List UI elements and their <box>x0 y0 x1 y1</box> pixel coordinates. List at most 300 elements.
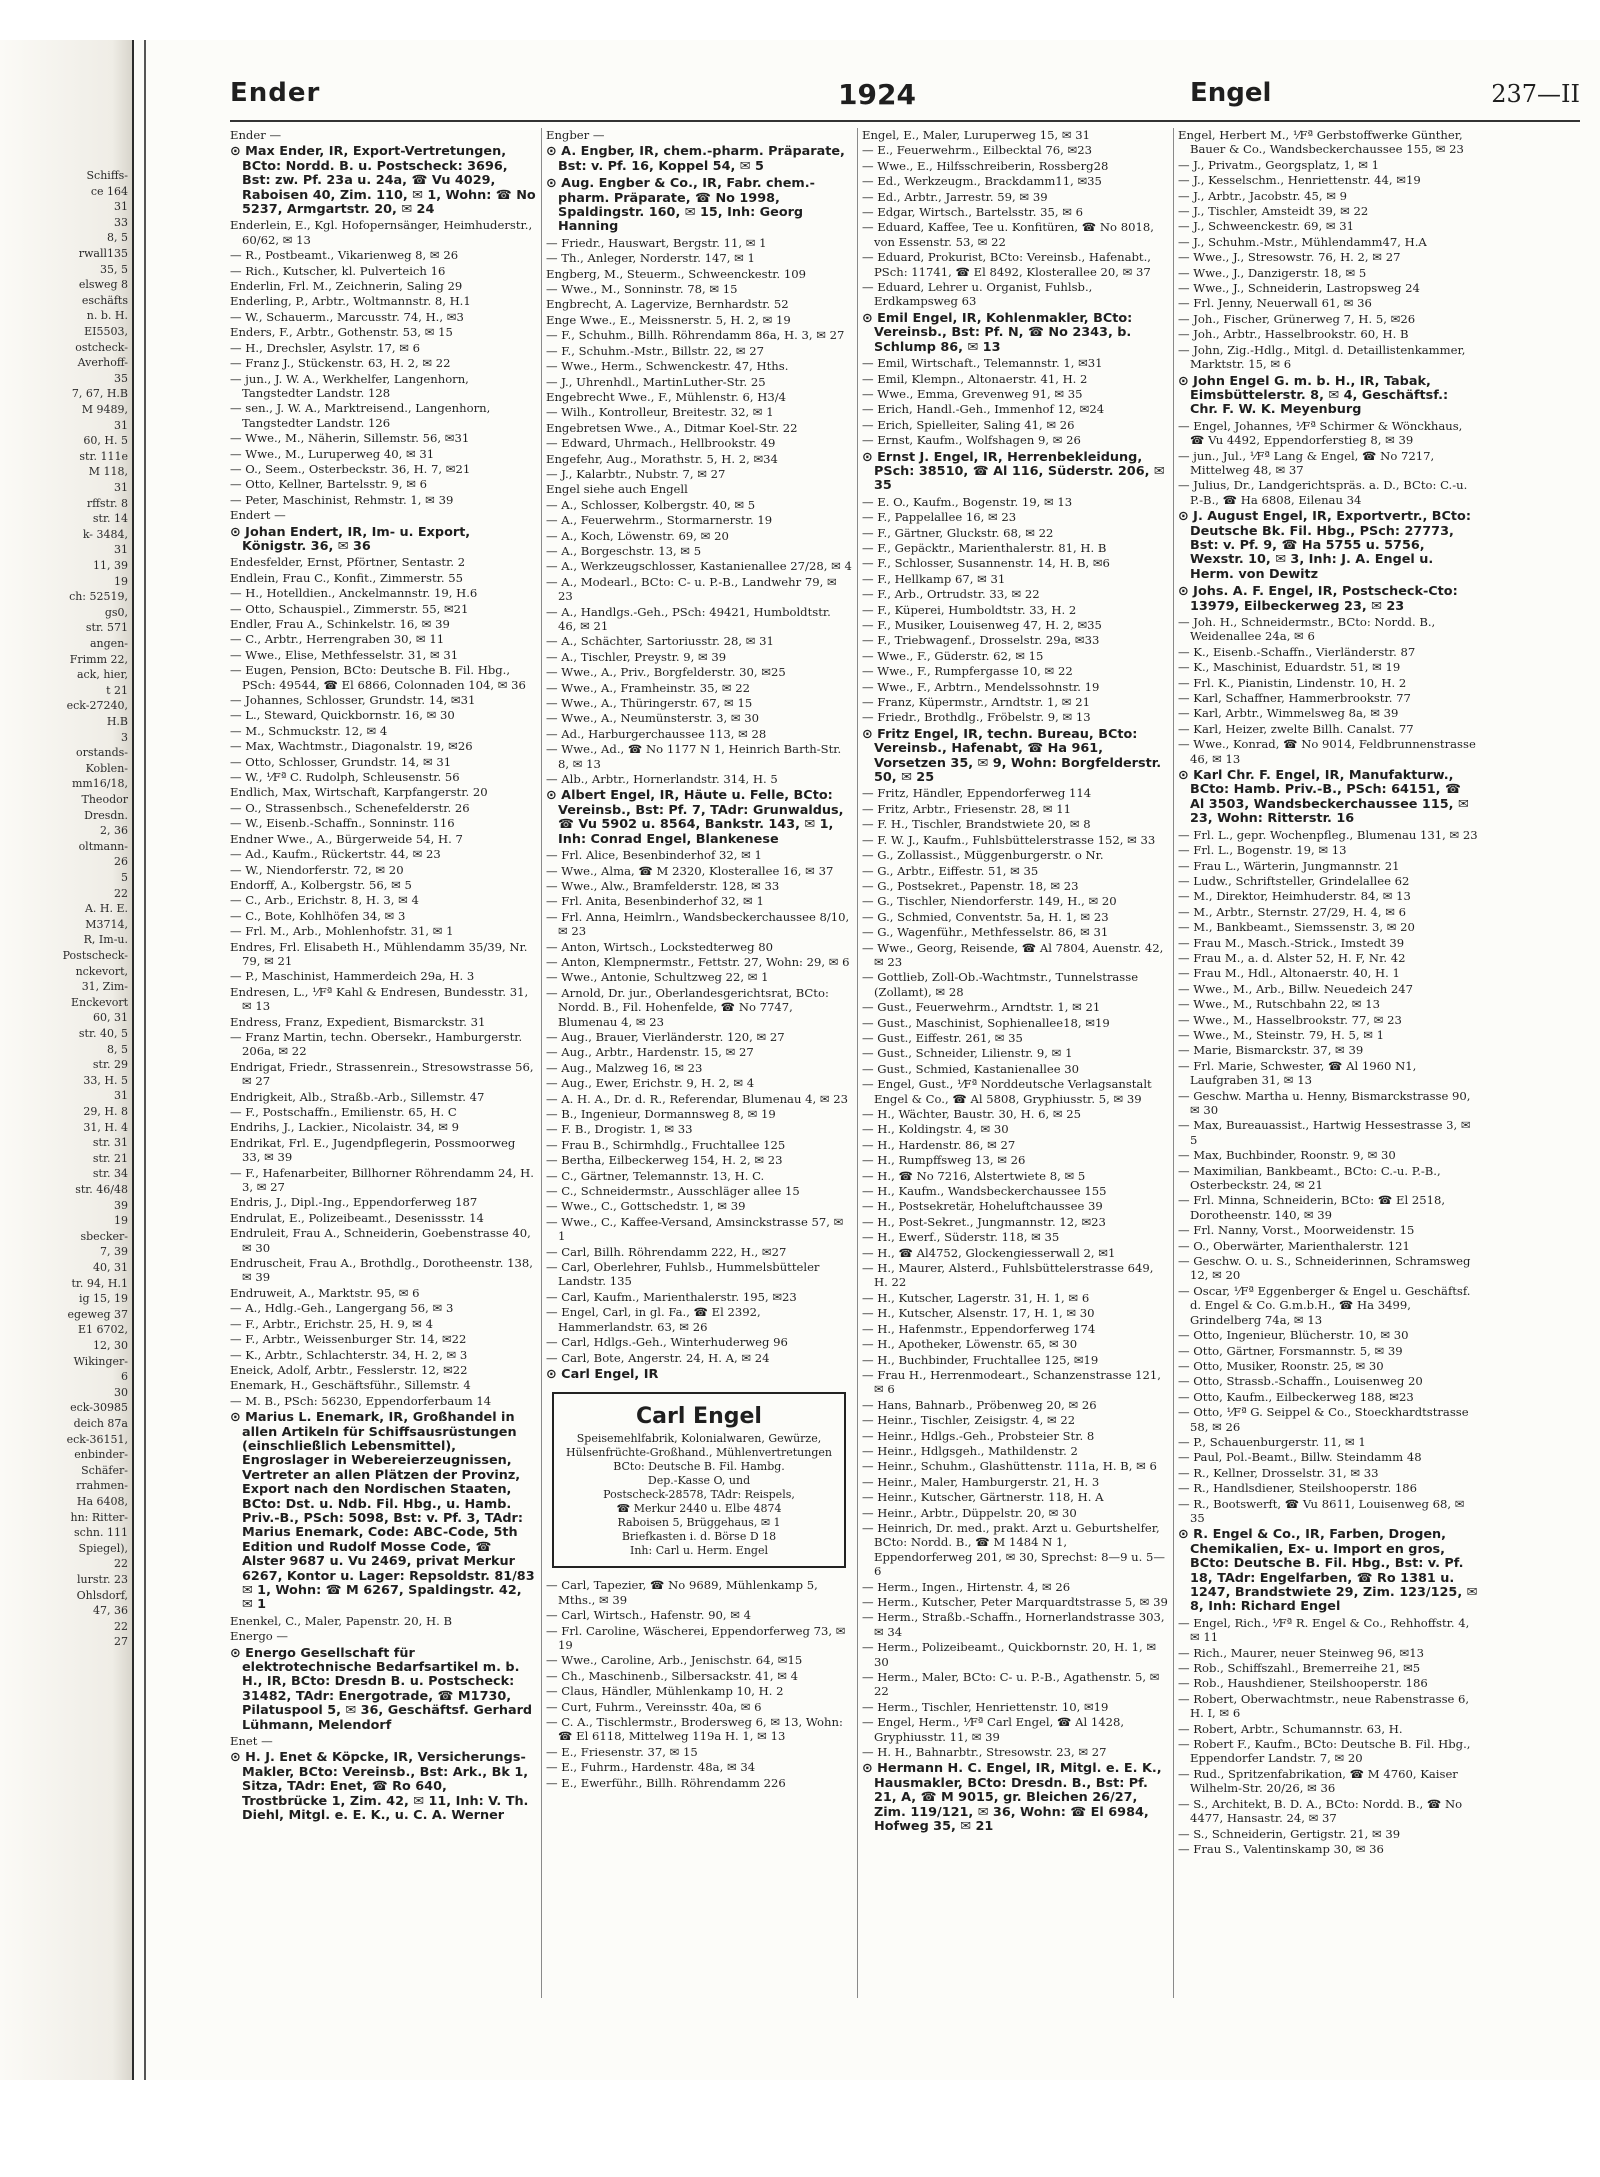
binding-fragment: Koblen- <box>85 761 128 775</box>
directory-entry: Endorff, A., Kolbergstr. 56, ✉ 5 <box>230 877 412 892</box>
advertisement-line: ☎ Merkur 2440 u. Elbe 4874 <box>616 1502 782 1516</box>
directory-entry: ⊙ Max Ender, IR, Export-Vertretungen, BCto: Nordd. B. u. Postscheck: 3696, Bst: zw. Pf. 23a u. 24a, ☎ Vu 4029, Raboisen 40, Zim. 110, ✉ 1, Wohn: ☎ No 5237, Armgartstr. 20, ✉ 24 <box>230 144 536 218</box>
binding-fragment: 29, H. 8 <box>83 1105 128 1118</box>
directory-entry: — Karl, Heizer, zwelte Billh. Canalst. 77 <box>1178 721 1414 736</box>
directory-entry: — Rud., Spritzenfabrikation, ☎ M 4760, Kaiser Wilhelm-Str. 20/26, ✉ 36 <box>1178 1766 1458 1796</box>
directory-entry: Endrulat, E., Polizeibeamt., Desenissstr. 14 <box>230 1210 484 1225</box>
directory-entry: Engebrecht Wwe., F., Mühlenstr. 6, H3/4 <box>546 389 786 404</box>
directory-entry: — Franz, Küpermstr., Arndtstr. 1, ✉ 21 <box>862 695 1090 710</box>
binding-fragment: gs0, <box>104 605 128 619</box>
directory-entry: — H. H., Bahnarbtr., Stresowstr. 23, ✉ 27 <box>862 1745 1107 1760</box>
directory-entry: — Rich., Maurer, neuer Steinweg 96, ✉13 <box>1178 1645 1425 1660</box>
column-divider <box>1173 128 1174 1998</box>
directory-entry: — A., Hdlg.-Geh., Langergang 56, ✉ 3 <box>230 1301 454 1316</box>
binding-fragment: 40, 31 <box>93 1261 128 1274</box>
directory-entry: — Heinr., Hdlgsgeh., Mathildenstr. 2 <box>862 1443 1078 1458</box>
directory-entry: — J., Uhrenhdl., MartinLuther-Str. 25 <box>546 374 766 389</box>
binding-fragment: 6 <box>121 1370 128 1384</box>
directory-entry: — Eduard, Prokurist, BCto: Vereinsb., Hafenabt., PSch: 11741, ☎ El 8492, Klosterallee 20, ✉ 37 <box>862 250 1151 279</box>
directory-entry: — Karl, Arbtr., Wimmelsweg 8a, ✉ 39 <box>1178 706 1399 721</box>
directory-entry: — Heinr., Schuhm., Glashüttenstr. 111a, H. B, ✉ 6 <box>862 1459 1157 1474</box>
directory-entry: — Geschw. Martha u. Henny, Bismarckstrasse 90, ✉ 30 <box>1178 1088 1471 1117</box>
binding-fragment: 31, H. 4 <box>83 1120 128 1134</box>
directory-entry: — Wwe., M., Hasselbrookstr. 77, ✉ 23 <box>1178 1012 1402 1027</box>
directory-entry: Engberg, M., Steuerm., Schweenckestr. 109 <box>546 266 807 281</box>
directory-entry: — Johannes, Schlosser, Grundstr. 14, ✉31 <box>230 693 476 708</box>
binding-fragment: 31 <box>114 418 128 432</box>
directory-entry: ⊙ Albert Engel, IR, Häute u. Felle, BCto: Vereinsb., Bst: Pf. 7, TAdr: Grunwaldus, ☎ Vu 5902 u. 8564, Bankstr. 143, ✉ 1, Inh: Conrad Engel, Blankenese <box>546 788 844 847</box>
directory-entry: — Ernst, Kaufm., Wolfshagen 9, ✉ 26 <box>862 433 1081 448</box>
directory-entry: — F., Arbtr., Weissenburger Str. 14, ✉22 <box>230 1332 467 1347</box>
directory-entry: — Wwe., M., Rutschbahn 22, ✉ 13 <box>1178 997 1380 1012</box>
directory-entry: — Gust., Schmied, Kastanienallee 30 <box>862 1061 1080 1076</box>
binding-fragment: str. 46/48 <box>75 1183 128 1196</box>
directory-entry: — Engel, Carl, in gl. Fa., ☎ El 2392, Hammerlandstr. 63, ✉ 26 <box>546 1305 761 1334</box>
directory-entry: — K., Eisenb.-Schaffn., Vierländerstr. 87 <box>1178 644 1416 659</box>
directory-entry: — F., Musiker, Louisenweg 47, H. 2, ✉35 <box>862 618 1102 632</box>
directory-entry: — Herm., Straßb.-Schaffn., Hornerlandstrasse 303, ✉ 34 <box>862 1610 1165 1639</box>
directory-entry: — Wwe., M., Arb., Billw. Neuedeich 247 <box>1178 981 1414 996</box>
directory-entry: — Peter, Maschinist, Rehmstr. 1, ✉ 39 <box>230 492 454 507</box>
directory-entry: Endrihs, J., Lackier., Nicolaistr. 34, ✉ 9 <box>230 1120 460 1135</box>
directory-entry: Enge Wwe., E., Meissnerstr. 5, H. 2, ✉ 19 <box>546 312 791 327</box>
directory-entry: Engel, E., Maler, Luruperweg 15, ✉ 31 <box>862 128 1090 142</box>
directory-entry: — Engel, Rich., ⅟Fª R. Engel & Co., Rehhoffstr. 4, ✉ 11 <box>1178 1615 1470 1645</box>
header-rule <box>230 120 1580 122</box>
directory-entry: Endruweit, A., Marktstr. 95, ✉ 6 <box>230 1285 420 1300</box>
directory-entry: — Gust., Schneider, Lilienstr. 9, ✉ 1 <box>862 1046 1073 1061</box>
directory-entry: Ender — <box>230 128 282 142</box>
binding-fragment: sbecker- <box>80 1229 128 1243</box>
directory-entry: ⊙ Marius L. Enemark, IR, Großhandel in allen Artikeln für Schiffsausrüstungen (einschließlich Lebensmittel), Engroslager in Webereierzeugnissen, Vertreter an allen Plätzen der Provinz, Export nach den Nordischen Staaten, BCto: Dst. u. Ndb. Fil. Hbg., u. Hamb. Priv.-B., PSch: 5098, Bst: v. Pf. 3, TAdr: Marius Enemark, Code: ABC-Code, 5th Edition und Rudolf Mosse Code, ☎ Alster 9687 u. Vu 2469, privat Merkur 6267, Kontor u. Lager: Repsoldstr. 81/83 ✉ 1, Wohn: ☎ M 6267, Spaldingstr. 42, ✉ 1 <box>230 1410 535 1613</box>
binding-fragment: R, Im-u. <box>83 933 128 947</box>
binding-fragment: 31 <box>114 481 128 494</box>
directory-entry: — E., Fuhrm., Hardenstr. 48a, ✉ 34 <box>546 1760 756 1775</box>
directory-entry: — Carl, Hdlgs.-Geh., Winterhuderweg 96 <box>546 1335 788 1350</box>
binding-fragment: 31, Zim- <box>81 980 128 994</box>
directory-entry: — Erich, Handl.-Geh., Immenhof 12, ✉24 <box>862 402 1105 417</box>
directory-entry: — A., Tischler, Preystr. 9, ✉ 39 <box>546 649 727 664</box>
binding-fragment: 26 <box>114 855 128 869</box>
directory-entry: — Heinr., Maler, Hamburgerstr. 21, H. 3 <box>862 1474 1100 1489</box>
directory-entry: — Gust., Maschinist, Sophienallee18, ✉19 <box>862 1015 1110 1030</box>
directory-entry: ⊙ H. J. Enet & Köpcke, IR, Versicherungs-Makler, BCto: Vereinsb., Bst: Ark., Bk 1, Sitza, TAdr: Enet, ☎ Ro 640, Trostbrücke 1, Zim. 42, ✉ 11, Inh: V. Th. Diehl, Mitgl. e. E. K., u. C. A. Werner <box>230 1750 529 1824</box>
directory-entry: — C., Arb., Erichstr. 8, H. 3, ✉ 4 <box>230 893 419 908</box>
directory-entry: — C., Bote, Kohlhöfen 34, ✉ 3 <box>230 908 406 923</box>
directory-entry: — J., Tischler, Amsteidt 39, ✉ 22 <box>1178 204 1369 219</box>
directory-entry: ⊙ Energo Gesellschaft für elektrotechnische Bedarfsartikel m. b. H., IR, BCto: Dresdn B. u. Postscheck: 31482, TAdr: Energotrade, ☎ M1730, Pilatuspool 5, ✉ 36, Geschäftsf. Gerhard Lühmann, Melendorf <box>230 1645 533 1733</box>
directory-entry: — J., Arbtr., Jacobstr. 45, ✉ 9 <box>1178 188 1348 203</box>
directory-entry: — Frl. Anita, Besenbinderhof 32, ✉ 1 <box>546 894 764 909</box>
directory-entry: — Frl. Anna, Heimlrn., Wandsbeckerchaussee 8/10, ✉ 23 <box>546 909 850 939</box>
directory-entry: — G., Schmied, Conventstr. 5a, H. 1, ✉ 23 <box>862 909 1109 924</box>
directory-entry: — A., Feuerwehrm., Stormarnerstr. 19 <box>546 513 773 528</box>
directory-entry: ⊙ Hermann H. C. Engel, IR, Mitgl. e. E. K., Hausmakler, BCto: Dresdn. B., Bst: Pf. 21, A, ☎ M 9015, gr. Bleichen 26/27, Zim. 119/121, ✉ 36, Wohn: ☎ El 6984, Hofweg 35, ✉ 21 <box>862 1761 1162 1835</box>
binding-fragment: Schiffs- <box>86 169 128 182</box>
directory-entry: — Frl. Jenny, Neuerwall 61, ✉ 36 <box>1178 296 1372 311</box>
binding-fragment: Schäfer- <box>81 1463 128 1477</box>
directory-entry: — Frl. Marie, Schwester, ☎ Al 1960 N1, Laufgraben 31, ✉ 13 <box>1178 1058 1417 1088</box>
directory-entry: — H., Wächter, Baustr. 30, H. 6, ✉ 25 <box>862 1107 1082 1121</box>
directory-entry: — Frau M., Hdl., Altonaerstr. 40, H. 1 <box>1178 966 1400 981</box>
binding-fragment: eck-36151, <box>66 1432 128 1446</box>
binding-fragment: 35, 5 <box>100 262 128 276</box>
directory-entry: — H., Post-Sekret., Jungmannstr. 12, ✉23 <box>862 1214 1106 1229</box>
advertisement-line: Speisemehlfabrik, Kolonialwaren, Gewürze, Hülsenfrüchte-Großhand., Mühlenvertretungen <box>566 1432 832 1460</box>
directory-entry: ⊙ Carl Engel, IR <box>546 1366 659 1382</box>
directory-entry: — Wwe., J., Danzigerstr. 18, ✉ 5 <box>1178 265 1367 280</box>
directory-entry: — Joh., Fischer, Grünerweg 7, H. 5, ✉26 <box>1178 311 1416 326</box>
binding-fragment: Averhoff- <box>77 356 128 370</box>
binding-fragment: Theodor <box>81 793 128 806</box>
directory-entry: Enderlin, Frl. M., Zeichnerin, Saling 29 <box>230 279 463 294</box>
binding-fragment: str. 571 <box>85 621 128 635</box>
binding-fragment: E1 6702, <box>77 1323 128 1337</box>
binding-fragment: ostcheck- <box>75 340 128 354</box>
binding-fragment: str. 21 <box>92 1151 128 1165</box>
binding-fragment: ack, hier, <box>76 668 128 682</box>
directory-entry: ⊙ Johs. A. F. Engel, IR, Postscheck-Cto: 13979, Eilbeckerweg 23, ✉ 23 <box>1178 584 1458 614</box>
directory-entry: Endlein, Frau C., Konfit., Zimmerstr. 55 <box>230 570 464 585</box>
directory-entry: ⊙ Ernst J. Engel, IR, Herrenbekleidung, PSch: 38510, ☎ Al 116, Süderstr. 206, ✉ 35 <box>862 449 1165 494</box>
column-3 <box>862 128 1168 1998</box>
directory-entry: — C., Schneidermstr., Ausschläger allee 15 <box>546 1184 800 1199</box>
directory-entry: ⊙ A. Engber, IR, chem.-pharm. Präparate, Bst: v. Pf. 16, Koppel 54, ✉ 5 <box>546 144 845 174</box>
binding-fragment: eck-27240, <box>66 699 128 713</box>
directory-entry: — Heinrich, Dr. med., prakt. Arzt u. Geburtshelfer, BCto: Nordd. B., ☎ M 1484 N 1, Eppendorferweg 201, ✉ 30, Sprechst: 8—9 u. 5—6 <box>862 1520 1165 1579</box>
directory-entry: — Paul, Pol.-Beamt., Billw. Steindamm 48 <box>1178 1450 1422 1465</box>
directory-entry: — F., Schlosser, Susannenstr. 14, H. B, ✉6 <box>862 556 1110 571</box>
directory-entry: — H., Hotelldien., Anckelmannstr. 19, H.6 <box>230 586 478 601</box>
directory-entry: ⊙ Aug. Engber & Co., IR, Fabr. chem.-pharm. Präparate, ☎ No 1998, Spaldingstr. 160, ✉ 15, Inh: Georg Hanning <box>546 176 815 235</box>
directory-entry: — Joh. H., Schneidermstr., BCto: Nordd. B., Weidenallee 24a, ✉ 6 <box>1178 615 1436 644</box>
directory-entry: — Heinr., Tischler, Zeisigstr. 4, ✉ 22 <box>862 1413 1076 1428</box>
directory-entry: — Wwe., A., Neumünsterstr. 3, ✉ 30 <box>546 711 760 726</box>
directory-entry: — H., Kutscher, Lagerstr. 31, H. 1, ✉ 6 <box>862 1290 1090 1305</box>
directory-entry: — H., Maurer, Alsterd., Fuhlsbüttelerstrasse 649, H. 22 <box>862 1261 1154 1290</box>
binding-fragment: 60, 31 <box>93 1011 128 1025</box>
directory-entry: — Carl, Kaufm., Marienthalerstr. 195, ✉23 <box>546 1289 797 1304</box>
directory-entry: — Anton, Klempnermstr., Fettstr. 27, Wohn: 29, ✉ 6 <box>546 954 850 969</box>
directory-entry: — F., Hellkamp 67, ✉ 31 <box>862 571 1006 586</box>
binding-fragment: 47, 36 <box>93 1604 128 1618</box>
directory-entry: — Emil, Wirtschaft., Telemannstr. 1, ✉31 <box>862 356 1103 371</box>
directory-entry: Endress, Franz, Expedient, Bismarckstr. 31 <box>230 1014 486 1029</box>
header-left-word: Ender <box>230 78 321 108</box>
directory-entry: Endresen, L., ⅟Fª Kahl & Endresen, Bundesstr. 31, ✉ 13 <box>230 984 529 1014</box>
advertisement-line: Briefkasten i. d. Börse D 18 <box>621 1530 777 1544</box>
directory-entry: Enderlein, E., Kgl. Hofopernsänger, Heimhuderstr., 60/62, ✉ 13 <box>230 218 533 247</box>
directory-entry: — W., ⅟Fª C. Rudolph, Schleusenstr. 56 <box>230 770 460 785</box>
directory-entry: — Carl, Wirtsch., Hafenstr. 90, ✉ 4 <box>546 1608 752 1623</box>
directory-entry: — Frl. Minna, Schneiderin, BCto: ☎ El 2518, Dorotheenstr. 140, ✉ 39 <box>1178 1193 1446 1222</box>
page-edge-rule <box>144 40 146 2080</box>
directory-entry: — H., ☎ No 7216, Alstertwiete 8, ✉ 5 <box>862 1168 1086 1183</box>
directory-entry: Enet — <box>230 1734 273 1749</box>
binding-fragment: lurstr. 23 <box>77 1573 128 1586</box>
advertisement-box <box>552 1392 846 1568</box>
directory-entry: — Frl. M., Arb., Mohlenhofstr. 31, ✉ 1 <box>230 924 454 939</box>
binding-fragment: Wikinger- <box>73 1354 128 1368</box>
directory-entry: — H., Ewerf., Süderstr. 118, ✉ 35 <box>862 1230 1060 1245</box>
directory-entry: — H., Rumpffsweg 13, ✉ 26 <box>862 1153 1026 1168</box>
directory-entry: — Bertha, Eilbeckerweg 154, H. 2, ✉ 23 <box>546 1153 783 1168</box>
directory-entry: — Otto, ⅟Fª G. Seippel & Co., Stoeckhardtstrasse 58, ✉ 26 <box>1178 1405 1469 1434</box>
directory-entry: — A., Handlgs.-Geh., PSch: 49421, Humboldtstr. 46, ✉ 21 <box>546 604 831 633</box>
directory-entry: — Herm., Ingen., Hirtenstr. 4, ✉ 26 <box>862 1579 1071 1594</box>
directory-entry: ⊙ R. Engel & Co., IR, Farben, Drogen, Chemikalien, Ex- u. Import en gros, BCto: Deutsche B. Fil. Hbg., Bst: v. Pf. 18, TAdr: Engelfarben, ☎ Ro 1381 u. 1247, Brandstwiete 29, Zim. 123/125, ✉ 8, Inh: Richard Engel <box>1178 1527 1478 1615</box>
directory-entry: — Ch., Maschinenb., Silbersackstr. 41, ✉ 4 <box>546 1668 799 1683</box>
binding-fragment: n. b. H. <box>86 309 128 323</box>
directory-entry: — F., Küperei, Humboldtstr. 33, H. 2 <box>862 602 1077 617</box>
directory-entry: — Frau M., a. d. Alster 52, H. F, Nr. 42 <box>1178 950 1406 965</box>
directory-entry: — Frau H., Herrenmodeart., Schanzenstrasse 121, ✉ 6 <box>862 1367 1161 1397</box>
directory-entry: — Herm., Tischler, Henriettenstr. 10, ✉19 <box>862 1699 1109 1714</box>
binding-fragment: 7, 39 <box>100 1245 128 1259</box>
directory-entry: Energo — <box>230 1629 289 1644</box>
directory-entry: Engel, Herbert M., ⅟Fª Gerbstoffwerke Günther, Bauer & Co., Wandsbeckerchaussee 155, ✉ 23 <box>1178 128 1464 157</box>
directory-entry: — Robert, Arbtr., Schumannstr. 63, H. <box>1178 1721 1403 1736</box>
binding-fragment: 31 <box>114 543 128 557</box>
binding-fragment: schn. 111 <box>74 1526 128 1540</box>
directory-entry: ⊙ Fritz Engel, IR, techn. Bureau, BCto: Vereinsb., Hafenabt, ☎ Ha 961, Vorsetzen 35, ✉ 9, Wohn: Borgfelderstr. 50, ✉ 25 <box>862 726 1162 786</box>
column-1 <box>230 128 536 1998</box>
directory-entry: Endrigkeit, Alb., Straßb.-Arb., Sillemstr. 47 <box>230 1089 485 1104</box>
directory-entry: — Wwe., A., Priv., Borgfelderstr. 30, ✉25 <box>546 665 786 680</box>
binding-fragment: ce 164 <box>90 184 128 198</box>
directory-entry: — R., Bootswerft, ☎ Vu 8611, Louisenweg 68, ✉ 35 <box>1178 1496 1465 1525</box>
directory-entry: — Ludw., Schriftsteller, Grindelallee 62 <box>1178 873 1410 888</box>
directory-entry: — Wwe., A., Framheinstr. 35, ✉ 22 <box>546 680 750 695</box>
directory-entry: — Otto, Ingenieur, Blücherstr. 10, ✉ 30 <box>1178 1328 1409 1343</box>
binding-fragment: 7, 67, H.B <box>71 387 128 401</box>
directory-entry: — Edward, Uhrmach., Hellbrookstr. 49 <box>546 436 776 451</box>
directory-entry: — Herm., Polizeibeamt., Quickbornstr. 20, H. 1, ✉ 30 <box>862 1640 1157 1669</box>
directory-entry: Endruleit, Frau A., Schneiderin, Goebenstrasse 40, ✉ 30 <box>230 1226 531 1255</box>
directory-entry: ⊙ J. August Engel, IR, Exportvertr., BCto: Deutsche Bk. Fil. Hbg., PSch: 27773, Bst: v. Pf. 9, ☎ Ha 5755 u. 5756, Wexstr. 10, ✉ 3, Inh: J. A. Engel u. Herm. von Dewitz <box>1178 509 1471 582</box>
directory-entry: — Max, Buchbinder, Roonstr. 9, ✉ 30 <box>1178 1148 1396 1163</box>
directory-entry: — E., Feuerwehrm., Eilbecktal 76, ✉23 <box>862 143 1093 158</box>
binding-fragment: 8, 5 <box>107 231 128 245</box>
directory-entry: — Geschw. O. u. S., Schneiderinnen, Schramsweg 12, ✉ 20 <box>1178 1254 1471 1283</box>
directory-entry: Endner Wwe., A., Bürgerweide 54, H. 7 <box>230 831 463 846</box>
directory-entry: — Wwe., Caroline, Arb., Jenischstr. 64, ✉15 <box>546 1653 803 1668</box>
directory-entry: — Aug., Arbtr., Hardenstr. 15, ✉ 27 <box>546 1045 754 1060</box>
directory-entry: — A., Modearl., BCto: C- u. P.-B., Landwehr 79, ✉ 23 <box>546 574 837 604</box>
directory-entry: — Heinr., Arbtr., Düppelstr. 20, ✉ 30 <box>862 1505 1077 1520</box>
directory-entry: — Frau M., Masch.-Strick., Imstedt 39 <box>1178 935 1405 950</box>
binding-fragment: M 9489, <box>81 403 128 416</box>
directory-entry: — G., Tischler, Niendorferstr. 149, H., ✉ 20 <box>862 894 1117 909</box>
directory-entry: — Wwe., F., Rumpfergasse 10, ✉ 22 <box>862 664 1073 679</box>
directory-entry: — Frl. Caroline, Wäscherei, Eppendorferweg 73, ✉ 19 <box>546 1623 846 1652</box>
directory-entry: — Karl, Schaffner, Hammerbrookstr. 77 <box>1178 691 1411 706</box>
binding-fragment: rffstr. 8 <box>86 496 128 510</box>
directory-entry: Engebretsen Wwe., A., Ditmar Koel-Str. 22 <box>546 420 798 435</box>
binding-fragment: rwall135 <box>78 247 128 260</box>
directory-entry: — Wwe., F., Güderstr. 62, ✉ 15 <box>862 648 1044 663</box>
directory-entry: — Eugen, Pension, BCto: Deutsche B. Fil. Hbg., PSch: 49544, ☎ El 6866, Colonnaden 104, ✉ 36 <box>230 663 526 692</box>
directory-entry: — Alb., Arbtr., Hornerlandstr. 314, H. 5 <box>546 772 778 787</box>
directory-entry: — M., Arbtr., Sternstr. 27/29, H. 4, ✉ 6 <box>1178 904 1407 919</box>
directory-entry: — O., Oberwärter, Marienthalerstr. 121 <box>1178 1238 1410 1253</box>
directory-entry: — Maximilian, Bankbeamt., BCto: C.-u. P.-B., Osterbeckstr. 24, ✉ 21 <box>1178 1163 1441 1193</box>
directory-entry: — F. B., Drogistr. 1, ✉ 33 <box>546 1122 693 1137</box>
directory-entry: — Otto, Kellner, Bartelsstr. 9, ✉ 6 <box>230 477 427 492</box>
directory-entry: — A. H. A., Dr. d. R., Referendar, Blumenau 4, ✉ 23 <box>546 1091 849 1106</box>
directory-entry: — M., Schmuckstr. 12, ✉ 4 <box>230 723 388 738</box>
directory-entry: — Ad., Harburgerchaussee 113, ✉ 28 <box>546 726 767 741</box>
directory-entry: — S., Schneiderin, Gertigstr. 21, ✉ 39 <box>1178 1826 1401 1841</box>
directory-entry: Engefehr, Aug., Morathstr. 5, H. 2, ✉34 <box>546 451 778 466</box>
directory-entry: — Heinr., Kutscher, Gärtnerstr. 118, H. A <box>862 1490 1104 1505</box>
advertisement-title: Carl Engel <box>636 1404 762 1430</box>
binding-fragment: M3714, <box>85 917 128 931</box>
directory-entry: — W., Schauerm., Marcusstr. 74, H., ✉3 <box>230 309 464 324</box>
directory-entry: — F., Gärtner, Gluckstr. 68, ✉ 22 <box>862 525 1054 540</box>
binding-fragment: Spiegel), <box>78 1541 128 1555</box>
binding-fragment: 19 <box>114 574 128 588</box>
directory-entry: — Wwe., Alma, ☎ M 2320, Klosterallee 16, ✉ 37 <box>546 863 834 878</box>
directory-entry: — Friedr., Brothdlg., Fröbelstr. 9, ✉ 13 <box>862 710 1091 725</box>
directory-entry: — Engel, Gust., ⅟Fª Norddeutsche Verlagsanstalt Engel & Co., ☎ Al 5808, Gryphiusstr. 5, ✉ 39 <box>862 1077 1152 1106</box>
directory-entry: — Wilh., Kontrolleur, Breitestr. 32, ✉ 1 <box>546 405 774 420</box>
directory-entry: — Ed., Arbtr., Jarrestr. 59, ✉ 39 <box>862 189 1048 204</box>
binding-fragment: 11, 39 <box>93 559 128 572</box>
directory-entry: — Max, Wachtmstr., Diagonalstr. 19, ✉26 <box>230 739 473 754</box>
binding-fragment: 27 <box>114 1635 128 1649</box>
directory-entry: — G., Postsekret., Papenstr. 18, ✉ 23 <box>862 878 1079 893</box>
directory-entry: Endert — <box>230 508 286 523</box>
directory-entry: — A., Borgeschstr. 13, ✉ 5 <box>546 543 702 558</box>
binding-fragment: nckevort, <box>75 964 128 978</box>
directory-entry: — F., Hafenarbeiter, Billhorner Röhrendamm 24, H. 3, ✉ 27 <box>230 1165 534 1195</box>
directory-entry: Endris, J., Dipl.-Ing., Eppendorferweg 187 <box>230 1195 478 1210</box>
directory-entry: — Wwe., M., Näherin, Sillemstr. 56, ✉31 <box>230 431 470 446</box>
directory-entry: — Ad., Kaufm., Rückertstr. 44, ✉ 23 <box>230 847 441 862</box>
directory-entry: Endrikat, Frl. E., Jugendpflegerin, Possmoorweg 33, ✉ 39 <box>230 1135 516 1165</box>
directory-entry: — W., Eisenb.-Schaffn., Sonninstr. 116 <box>230 816 455 831</box>
directory-entry: — Otto, Musiker, Roonstr. 25, ✉ 30 <box>1178 1358 1384 1373</box>
directory-entry: — H., Hafenmstr., Eppendorferweg 174 <box>862 1321 1096 1336</box>
header-right-word: Engel <box>1190 78 1272 108</box>
directory-entry: — F., Schuhm.-Mstr., Billstr. 22, ✉ 27 <box>546 343 764 358</box>
directory-entry: — H., Hardenstr. 86, ✉ 27 <box>862 1137 1016 1152</box>
column-4 <box>1178 128 1478 1998</box>
advertisement-line: Dep.-Kasse O, und <box>647 1474 751 1488</box>
binding-fragment: EI5503, <box>84 325 128 338</box>
binding-fragment: str. 111e <box>79 449 128 463</box>
directory-entry: — Wwe., M., Luruperweg 40, ✉ 31 <box>230 446 435 461</box>
directory-entry: — jun., J. W. A., Werkhelfer, Langenhorn, Tangstedter Landstr. 128 <box>230 371 469 400</box>
directory-entry: — Frl. L., gepr. Wochenpfleg., Blumenau 131, ✉ 23 <box>1178 827 1478 842</box>
binding-fragment: 33, H. 5 <box>83 1073 128 1087</box>
directory-entry: — C. A., Tischlermstr., Brodersweg 6, ✉ 13, Wohn: ☎ El 6118, Mittelweg 119a H. 1, ✉ 13 <box>546 1714 843 1744</box>
binding-fragment: Enckevort <box>71 995 128 1009</box>
directory-entry: — K., Maschinist, Eduardstr. 51, ✉ 19 <box>1178 660 1401 675</box>
directory-entry: — Carl, Oberlehrer, Fuhlsb., Hummelsbütteler Landstr. 135 <box>546 1260 820 1289</box>
directory-entry: Endler, Frau A., Schinkelstr. 16, ✉ 39 <box>230 617 450 631</box>
directory-entry: — G., Arbtr., Eiffestr. 51, ✉ 35 <box>862 863 1039 878</box>
directory-entry: — R., Kellner, Drosselstr. 31, ✉ 33 <box>1178 1465 1379 1480</box>
binding-fragment: oltmann- <box>78 839 128 853</box>
binding-fragment: mm16/18, <box>71 777 128 791</box>
directory-entry: Engber — <box>546 128 605 142</box>
binding-fragment: enbinder- <box>74 1448 128 1462</box>
directory-entry: — Rob., Haushdiener, Steilshooperstr. 186 <box>1178 1676 1428 1691</box>
binding-fragment: 33 <box>114 215 128 229</box>
directory-entry: — Julius, Dr., Landgerichtspräs. a. D., BCto: C.-u. P.-B., ☎ Ha 6808, Eilenau 34 <box>1178 478 1468 507</box>
directory-entry: — Arnold, Dr. jur., Oberlandesgerichtsrat, BCto: Nordd. B., Fil. Hohenfelde, ☎ No 7747, Blumenau 4, ✉ 23 <box>546 985 829 1029</box>
directory-entry: — F., Pappelallee 16, ✉ 23 <box>862 510 1017 525</box>
directory-entry: — Aug., Malzweg 16, ✉ 23 <box>546 1060 703 1075</box>
directory-entry: — Frl. L., Bogenstr. 19, ✉ 13 <box>1178 843 1347 858</box>
directory-entry: — Curt, Fuhrm., Vereinsstr. 40a, ✉ 6 <box>546 1699 762 1714</box>
binding-fragment: 12, 30 <box>93 1339 128 1352</box>
directory-entry: — Otto, Schlosser, Grundstr. 14, ✉ 31 <box>230 754 452 769</box>
directory-entry: — H., Buchbinder, Fruchtallee 125, ✉19 <box>862 1352 1099 1367</box>
binding-fragment: 22 <box>114 1619 128 1633</box>
directory-entry: — Otto, Strassb.-Schaffn., Louisenweg 20 <box>1178 1374 1423 1389</box>
directory-entry: — O., Seem., Osterbeckstr. 36, H. 7, ✉21 <box>230 461 471 476</box>
binding-fragment: 60, H. 5 <box>83 434 128 448</box>
directory-entry: — C., Arbtr., Herrengraben 30, ✉ 11 <box>230 632 445 647</box>
directory-entry: — F., Postschaffn., Emilienstr. 65, H. C <box>230 1105 457 1119</box>
directory-entry: — Wwe., F., Arbtrn., Mendelssohnstr. 19 <box>862 679 1100 694</box>
binding-fragment: 8, 5 <box>107 1042 128 1056</box>
directory-entry: — Rob., Schiffszahl., Bremerreihe 21, ✉5 <box>1178 1661 1421 1676</box>
directory-entry: — M., Bankbeamt., Siemssenstr. 3, ✉ 20 <box>1178 920 1415 935</box>
directory-entry: — Marie, Bismarckstr. 37, ✉ 39 <box>1178 1043 1364 1058</box>
directory-entry: Enenkel, C., Maler, Papenstr. 20, H. B <box>230 1613 453 1628</box>
directory-entry: — Franz Martin, techn. Obersekr., Hamburgerstr. 206a, ✉ 22 <box>230 1029 523 1059</box>
binding-fragment: rrahmen- <box>76 1479 128 1493</box>
binding-fragment: 35 <box>114 371 128 385</box>
directory-entry: — Wwe., Ad., ☎ No 1177 N 1, Heinrich Barth-Str. 8, ✉ 13 <box>546 742 842 771</box>
binding-fragment: angen- <box>90 637 128 650</box>
directory-entry: Endres, Frl. Elisabeth H., Mühlendamm 35/39, Nr. 79, ✉ 21 <box>230 939 528 968</box>
directory-entry: — Wwe., Antonie, Schultzweg 22, ✉ 1 <box>546 970 769 985</box>
binding-fragment: Ha 6408, <box>76 1495 128 1508</box>
directory-entry: — F., Gepäcktr., Marienthalerstr. 81, H. B <box>862 540 1107 555</box>
binding-fragment: eschäfts <box>81 293 128 307</box>
directory-entry: — Carl, Billh. Röhrendamm 222, H., ✉27 <box>546 1244 787 1259</box>
binding-fragment: egeweg 37 <box>67 1307 128 1321</box>
directory-entry: — O., Strassenbsch., Schenefelderstr. 26 <box>230 800 470 815</box>
directory-entry: — John, Zig.-Hdlg., Mitgl. d. Detaillistenkammer, Marktstr. 15, ✉ 6 <box>1178 342 1466 372</box>
binding-fragment: A. H. E. <box>84 902 128 916</box>
binding-fragment: tr. 94, H.1 <box>71 1276 128 1290</box>
directory-entry: — G., Zollassist., Müggenburgerstr. o Nr. <box>862 848 1104 863</box>
directory-entry: — Wwe., Alw., Bramfelderstr. 128, ✉ 33 <box>546 878 780 893</box>
binding-fragment: 2, 36 <box>100 824 128 838</box>
directory-entry: — Frl. Alice, Besenbinderhof 32, ✉ 1 <box>546 848 762 863</box>
binding-fragment: ch: 52519, <box>69 590 128 604</box>
directory-entry: — Heinr., Hdlgs.-Geh., Probsteier Str. 8 <box>862 1428 1095 1443</box>
directory-entry: — Friedr., Hauswart, Bergstr. 11, ✉ 1 <box>546 235 767 250</box>
directory-entry: — P., Schauenburgerstr. 11, ✉ 1 <box>1178 1434 1366 1449</box>
directory-entry: — Gust., Feuerwehrm., Arndtstr. 1, ✉ 21 <box>862 1000 1101 1015</box>
directory-entry: — J., Schuhm.-Mstr., Mühlendamm47, H.A <box>1178 234 1427 249</box>
page-header <box>230 78 1580 118</box>
directory-entry: — J., Schweenckestr. 69, ✉ 31 <box>1178 219 1354 234</box>
directory-entry: Eneick, Adolf, Arbtr., Fesslerstr. 12, ✉22 <box>230 1362 468 1377</box>
binding-fragment: 30 <box>114 1385 128 1399</box>
directory-entry: — A., Werkzeugschlosser, Kastanienallee 27/28, ✉ 4 <box>546 559 852 574</box>
directory-entry: — jun., Jul., ⅟Fª Lang & Engel, ☎ No 7217, Mittelweg 48, ✉ 37 <box>1178 448 1435 477</box>
advertisement-line: Raboisen 5, Brüggehaus, ✉ 1 <box>617 1516 781 1530</box>
directory-entry: — Wwe., Herm., Schwenckestr. 47, Hths. <box>546 359 789 374</box>
